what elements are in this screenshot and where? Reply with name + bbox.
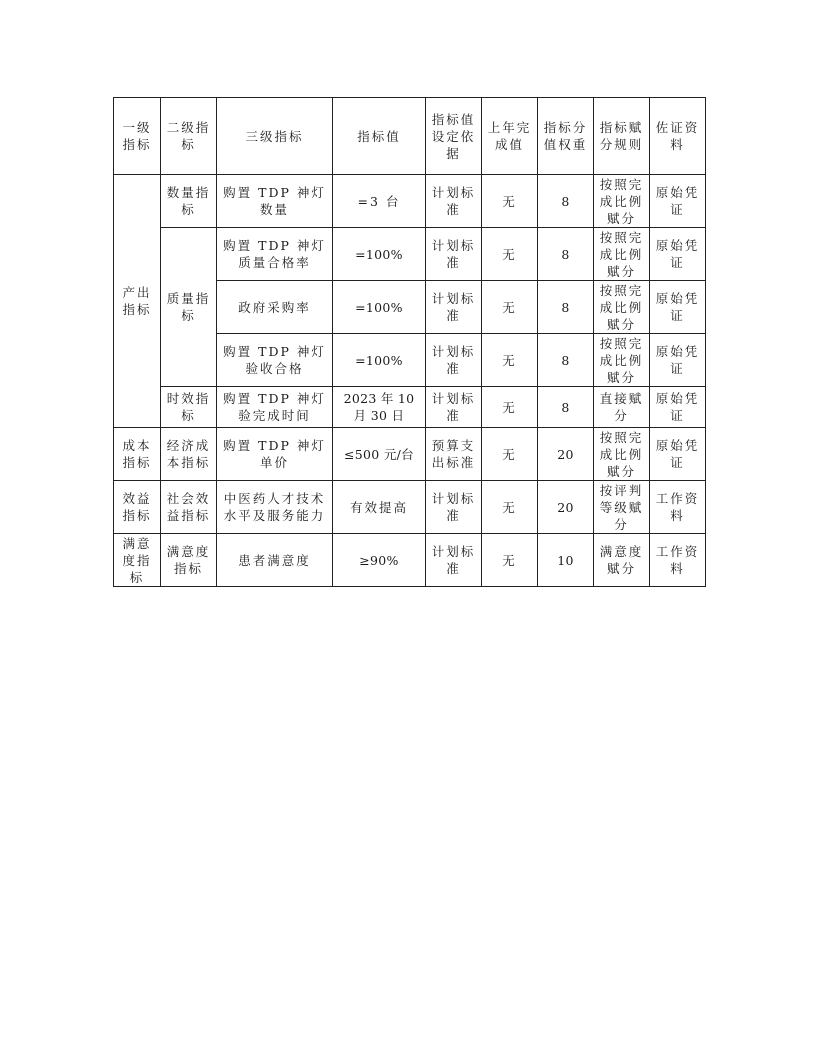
prev-cell: 无 <box>482 481 538 534</box>
weight-cell: 8 <box>538 387 594 428</box>
weight-cell: 8 <box>538 281 594 334</box>
evidence-cell: 原始凭证 <box>650 387 706 428</box>
level3-cell: 购置 TDP 神灯质量合格率 <box>217 228 333 281</box>
rule-cell: 按照完成比例赋分 <box>594 175 650 228</box>
header-cell: 指标值设定依据 <box>426 98 482 175</box>
level2-cell: 时效指标 <box>161 387 217 428</box>
value-cell: 2023 年 10 月 30 日 <box>333 387 426 428</box>
weight-cell: 8 <box>538 334 594 387</box>
basis-cell: 计划标准 <box>426 228 482 281</box>
value-cell: =100% <box>333 334 426 387</box>
basis-cell: 计划标准 <box>426 534 482 587</box>
header-cell: 二级指标 <box>161 98 217 175</box>
table-row <box>114 228 706 281</box>
basis-cell: 计划标准 <box>426 387 482 428</box>
prev-cell: 无 <box>482 534 538 587</box>
basis-cell: 计划标准 <box>426 481 482 534</box>
header-cell: 一级指标 <box>114 98 161 175</box>
header-cell: 佐证资料 <box>650 98 706 175</box>
level2-cell: 质量指标 <box>161 228 217 387</box>
rule-cell: 按照完成比例赋分 <box>594 334 650 387</box>
prev-cell: 无 <box>482 175 538 228</box>
rule-cell: 按评判等级赋分 <box>594 481 650 534</box>
evidence-cell: 工作资料 <box>650 534 706 587</box>
header-cell: 上年完成值 <box>482 98 538 175</box>
weight-cell: 20 <box>538 428 594 481</box>
prev-cell: 无 <box>482 228 538 281</box>
level3-cell: 购置 TDP 神灯验完成时间 <box>217 387 333 428</box>
level3-cell: 购置 TDP 神灯验收合格 <box>217 334 333 387</box>
prev-cell: 无 <box>482 387 538 428</box>
basis-cell: 计划标准 <box>426 281 482 334</box>
rule-cell: 满意度赋分 <box>594 534 650 587</box>
rule-cell: 按照完成比例赋分 <box>594 281 650 334</box>
level3-cell: 购置 TDP 神灯数量 <box>217 175 333 228</box>
level1-cell: 产出指标 <box>114 175 161 428</box>
level3-cell: 购置 TDP 神灯单价 <box>217 428 333 481</box>
table-row <box>114 428 706 481</box>
header-cell: 指标值 <box>333 98 426 175</box>
evidence-cell: 原始凭证 <box>650 428 706 481</box>
basis-cell: 计划标准 <box>426 334 482 387</box>
evidence-cell: 原始凭证 <box>650 281 706 334</box>
weight-cell: 8 <box>538 175 594 228</box>
table-row <box>114 387 706 428</box>
header-cell: 指标赋分规则 <box>594 98 650 175</box>
weight-cell: 20 <box>538 481 594 534</box>
basis-cell: 计划标准 <box>426 175 482 228</box>
header-cell: 三级指标 <box>217 98 333 175</box>
rule-cell: 按照完成比例赋分 <box>594 228 650 281</box>
weight-cell: 10 <box>538 534 594 587</box>
rule-cell: 直接赋分 <box>594 387 650 428</box>
level3-cell: 患者满意度 <box>217 534 333 587</box>
table-row <box>114 481 706 534</box>
table-row <box>114 534 706 587</box>
prev-cell: 无 <box>482 428 538 481</box>
level1-cell: 满意度指标 <box>114 534 161 587</box>
level1-cell: 效益指标 <box>114 481 161 534</box>
evidence-cell: 工作资料 <box>650 481 706 534</box>
value-cell: =100% <box>333 228 426 281</box>
value-cell: 有效提高 <box>333 481 426 534</box>
header-row <box>114 98 706 175</box>
header-cell: 指标分值权重 <box>538 98 594 175</box>
weight-cell: 8 <box>538 228 594 281</box>
indicator-table <box>113 97 706 587</box>
table-row <box>114 175 706 228</box>
level3-cell: 政府采购率 <box>217 281 333 334</box>
level1-cell: 成本指标 <box>114 428 161 481</box>
value-cell: =3 台 <box>333 175 426 228</box>
value-cell: ≤500 元/台 <box>333 428 426 481</box>
rule-cell: 按照完成比例赋分 <box>594 428 650 481</box>
level2-cell: 满意度指标 <box>161 534 217 587</box>
basis-cell: 预算支出标准 <box>426 428 482 481</box>
level2-cell: 数量指标 <box>161 175 217 228</box>
value-cell: =100% <box>333 281 426 334</box>
prev-cell: 无 <box>482 334 538 387</box>
level3-cell: 中医药人才技术水平及服务能力 <box>217 481 333 534</box>
value-cell: ≥90% <box>333 534 426 587</box>
level2-cell: 经济成本指标 <box>161 428 217 481</box>
evidence-cell: 原始凭证 <box>650 228 706 281</box>
evidence-cell: 原始凭证 <box>650 175 706 228</box>
prev-cell: 无 <box>482 281 538 334</box>
evidence-cell: 原始凭证 <box>650 334 706 387</box>
level2-cell: 社会效益指标 <box>161 481 217 534</box>
